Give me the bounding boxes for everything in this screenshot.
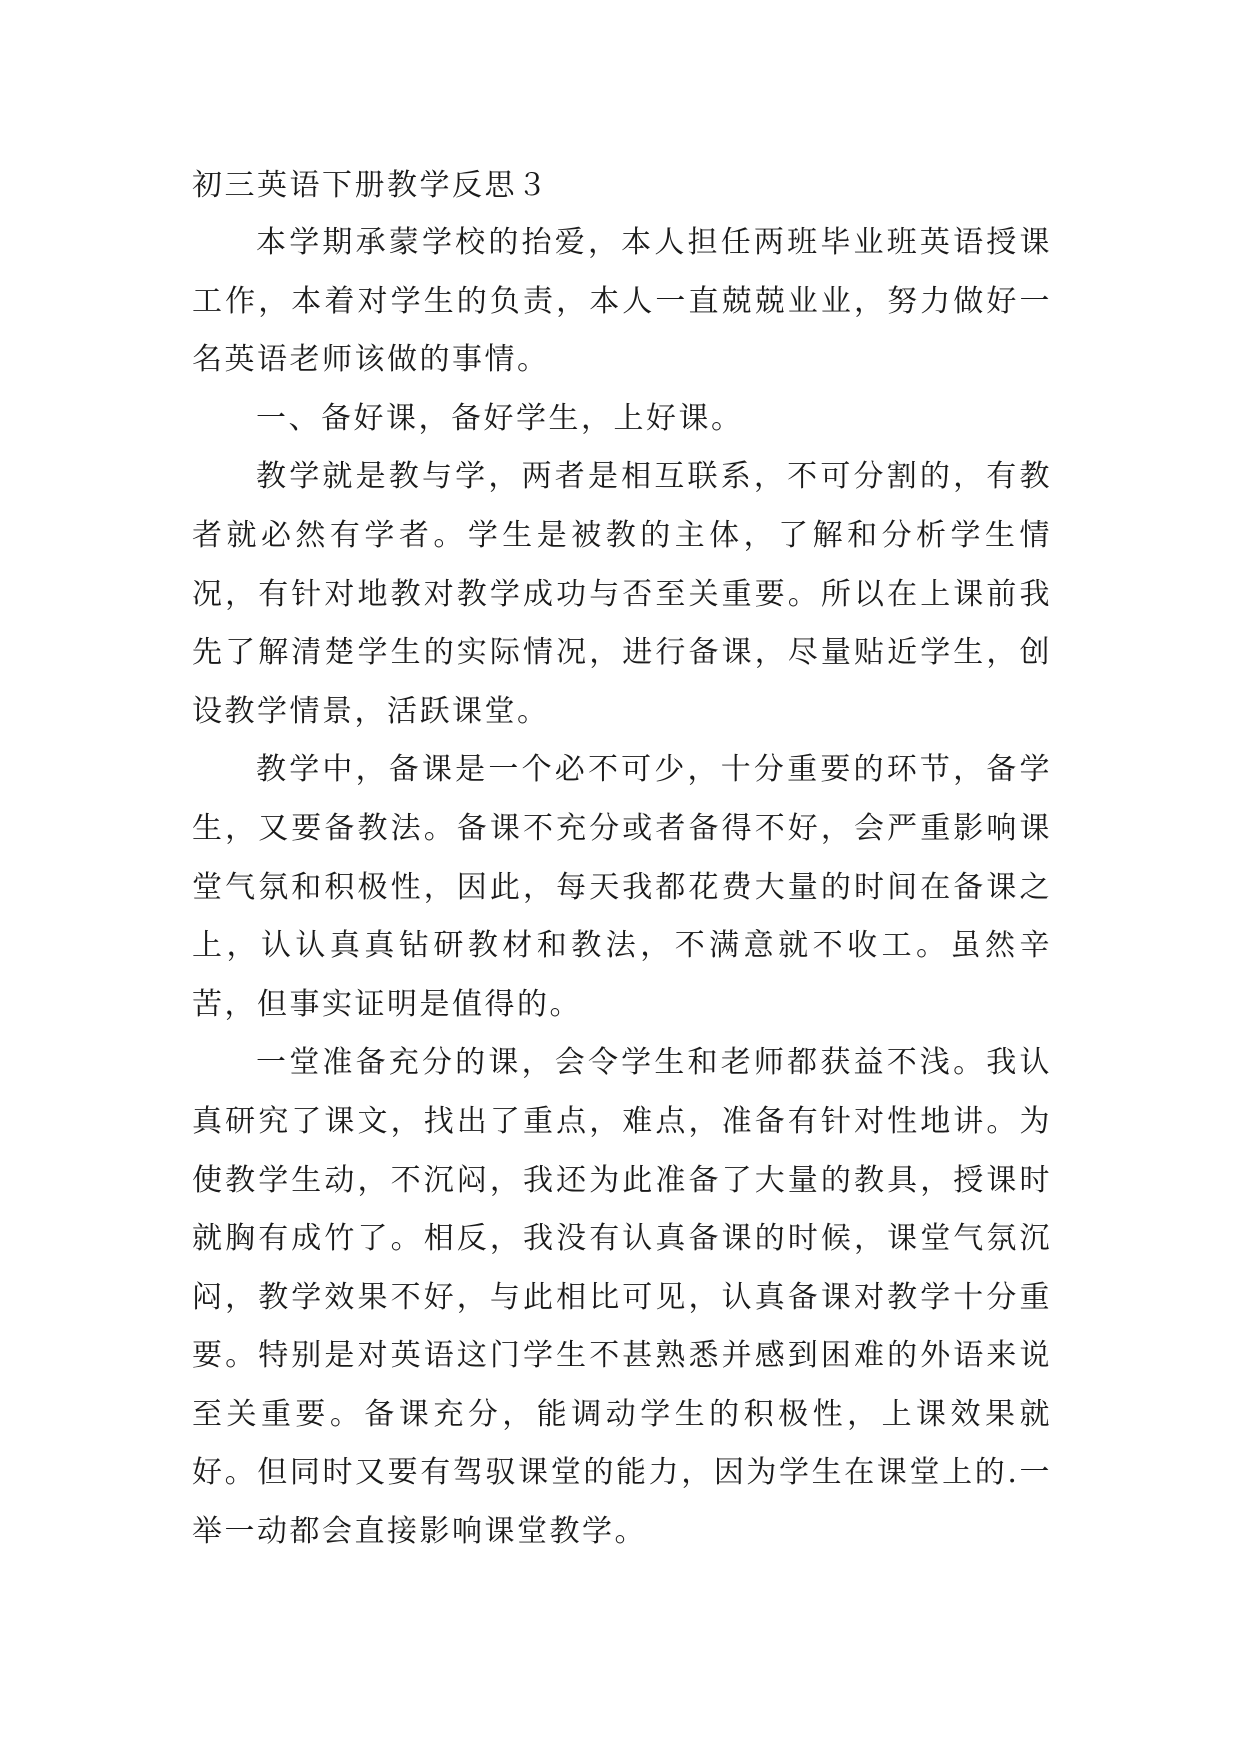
paragraph-prepared-class: 一堂准备充分的课，会令学生和老师都获益不浅。我认真研究了课文，找出了重点，难点，准备有针对性地讲。为使教学生动，不沉闷，我还为此准备了大量的教具，授课时就胸有成竹了。相反，我没有认真备课的时候，课堂气氛沉闷，教学效果不好，与此相比可见，认真备课对教学十分重要。特别是对英语这门学生不甚熟悉并感到困难的外语来说至关重要。备课充分，能调动学生的积极性，上课效果就好。但同时又要有驾驭课堂的能力，因为学生在课堂上的.一举一动都会直接影响课堂教学。 <box>192 1045 1052 1550</box>
document-title: 初三英语下册教学反思３ <box>192 168 550 203</box>
document-page <box>192 158 1052 1562</box>
paragraph-intro: 本学期承蒙学校的抬爱，本人担任两班毕业班英语授课工作，本着对学生的负责，本人一直兢兢业业，努力做好一名英语老师该做的事情。 <box>192 225 1052 378</box>
paragraph-lesson-prep: 教学中，备课是一个必不可少，十分重要的环节，备学生，又要备教法。备课不充分或者备得不好，会严重影响课堂气氛和积极性，因此，每天我都花费大量的时间在备课之上，认认真真钻研教材和教法，不满意就不收工。虽然辛苦，但事实证明是值得的。 <box>192 752 1052 1022</box>
paragraph-teaching: 教学就是教与学，两者是相互联系，不可分割的，有教者就必然有学者。学生是被教的主体，了解和分析学生情况，有针对地教对教学成功与否至关重要。所以在上课前我先了解清楚学生的实际情况，进行备课，尽量贴近学生，创设教学情景，活跃课堂。 <box>192 459 1052 729</box>
paragraph-section-heading: 一、备好课，备好学生，上好课。 <box>256 400 744 436</box>
